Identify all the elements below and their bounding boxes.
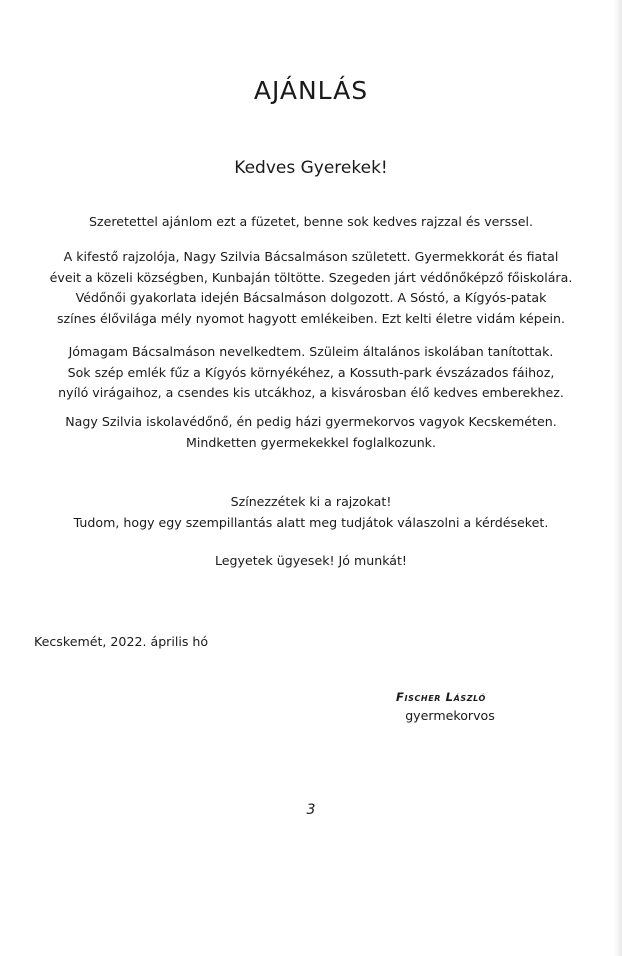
paragraph-line: Védőnői gyakorlata idején Bácsalmáson dolgozott. A Sóstó, a Kígyós-patak xyxy=(75,290,547,305)
paragraph-author xyxy=(30,342,592,404)
paragraph-line: Mindketten gyermekekkel foglalkozunk. xyxy=(186,434,436,450)
paragraph-profession xyxy=(30,412,592,453)
paragraph-line: színes élővilága mély nyomot hagyott emlékeiben. Ezt kelti életre vidám képein. xyxy=(56,310,566,326)
paragraph-closing xyxy=(30,551,592,572)
paragraph-line: Szeretettel ajánlom ezt a füzetet, benne sok kedves rajzzal és verssel. xyxy=(89,214,533,229)
signature-block xyxy=(380,690,520,723)
paragraph-line: A kifestő rajzolója, Nagy Szilvia Bácsalmáson született. Gyermekkorát és fiatal xyxy=(63,249,559,264)
page-number: 3 xyxy=(306,802,316,818)
signature-role: gyermekorvos xyxy=(405,708,495,723)
greeting-heading: Kedves Gyerekek! xyxy=(234,158,388,178)
paragraph-line: éveit a közeli községben, Kunbaján töltötte. Szegeden járt védőnőképző főiskolára. xyxy=(49,269,573,285)
paragraph-line: Jómagam Bácsalmáson nevelkedtem. Szüleim általános iskolában tanítottak. xyxy=(68,344,554,359)
paragraph-line: nyíló virágaihoz, a csendes kis utcákhoz, a kisvárosban élő kedves emberekhez. xyxy=(58,385,564,400)
paragraph-illustrator xyxy=(30,247,592,329)
paragraph-line: Színezzétek ki a rajzokat! xyxy=(230,494,392,509)
place-date: Kecskemét, 2022. április hó xyxy=(34,634,209,649)
paragraph-intro xyxy=(30,212,592,233)
page-title: AJÁNLÁS xyxy=(253,76,369,105)
signature-name: Fischer László xyxy=(396,690,486,704)
paragraph-instructions xyxy=(30,492,592,533)
paragraph-line: Nagy Szilvia iskolavédőnő, én pedig házi gyermekorvos vagyok Kecskeméten. xyxy=(65,414,557,429)
paragraph-line: Legyetek ügyesek! Jó munkát! xyxy=(215,553,407,568)
paragraph-line: Sok szép emlék fűz a Kígyós környékéhez, a Kossuth-park évszázados fáihoz, xyxy=(67,364,555,380)
paragraph-line: Tudom, hogy egy szempillantás alatt meg tudjátok válaszolni a kérdéseket. xyxy=(73,514,549,530)
